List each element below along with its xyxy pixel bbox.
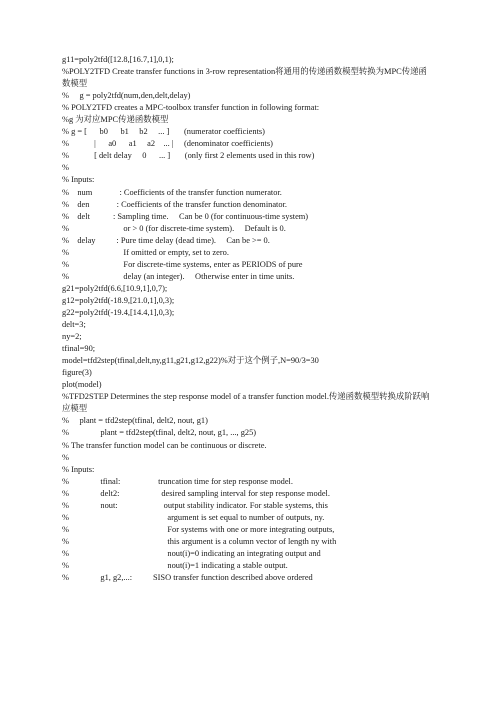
code-line-23: ny=2; [62,332,82,342]
comment-line-33: % Inputs: [62,464,95,474]
comment-line-16: % If omitted or empty, set to zero. [62,247,229,257]
code-line-26: figure(3) [62,368,92,378]
comment-line-11: % num : Coefficients of the transfer function numerator. [62,187,282,197]
comment-line-8: % [ delt delay 0 ... ] (only first 2 elements used in this row) [62,151,315,161]
comment-line-35: % delt2: desired sampling interval for step response model. [62,488,330,498]
code-line-22: delt=3; [62,320,86,330]
comment-line-29: % plant = tfd2step(tfinal, delt2, nout, g1) [62,416,208,426]
code-line-21: g22=poly2tfd(-19.4,[14.4,1],0,3); [62,307,175,317]
comment-line-42: % g1, g2,...: SISO transfer function described above ordered [62,573,313,583]
code-line-1: g11=poly2tfd([12.8,[16.7,1],0,1); [62,55,174,64]
comment-line-10: % Inputs: [62,175,95,185]
comment-line-37: % argument is set equal to number of outputs, ny. [62,512,325,522]
comment-line-14: % or > 0 (for discrete-time system). Default is 0. [62,223,286,233]
document-page [62,54,434,584]
comment-line-13: % delt : Sampling time. Can be 0 (for continuous-time system) [62,211,309,221]
comment-line-38: % For systems with one or more integrating outputs, [62,524,335,534]
comment-line-2: %POLY2TFD Create transfer functions in 3-row representation将通用的传递函数模型转换为MPC传递函数模型 [62,67,427,89]
comment-line-4: % POLY2TFD creates a MPC-toolbox transfer function in following format: [62,103,320,113]
comment-line-15: % delay : Pure time delay (dead time). Can be >= 0. [62,235,270,245]
comment-line-9: % [62,163,69,173]
comment-line-31: % The transfer function model can be continuous or discrete. [62,440,267,450]
comment-line-3: % g = poly2tfd(num,den,delt,delay) [62,91,191,101]
code-line-27: plot(model) [62,380,102,390]
comment-line-12: % den : Coefficients of the transfer function denominator. [62,199,287,209]
comment-line-39: % this argument is a column vector of length ny with [62,536,337,546]
comment-line-30: % plant = tfd2step(tfinal, delt2, nout, g1, ..., g25) [62,428,257,438]
code-line-24: tfinal=90; [62,344,96,354]
code-line-19: g21=poly2tfd(6.6,[10.9,1],0,7); [62,283,168,293]
code-line-25: model=tfd2step(tfinal,delt,ny,g11,g21,g12,g22)%对于这个例子,N=90/3=30 [62,356,319,366]
comment-line-40: % nout(i)=0 indicating an integrating output and [62,548,321,558]
comment-line-28: %TFD2STEP Determines the step response model of a transfer function model.传递函数模型转换成阶跃响应模型 [62,392,430,414]
comment-line-41: % nout(i)=1 indicating a stable output. [62,560,288,570]
comment-line-6: % g = [ b0 b1 b2 ... ] (numerator coefficients) [62,127,265,137]
comment-line-32: % [62,452,69,462]
comment-line-18: % delay (an integer). Otherwise enter in time units. [62,271,295,281]
comment-line-7: % | a0 a1 a2 ... | (denominator coefficients) [62,139,273,149]
comment-line-17: % For discrete-time systems, enter as PERIODS of pure [62,259,303,269]
comment-line-36: % nout: output stability indicator. For stable systems, this [62,500,328,510]
comment-line-5: %g 为对应MPC传递函数模型 [62,115,169,125]
comment-line-34: % tfinal: truncation time for step response model. [62,476,293,486]
code-line-20: g12=poly2tfd(-18.9,[21.0,1],0,3); [62,295,175,305]
